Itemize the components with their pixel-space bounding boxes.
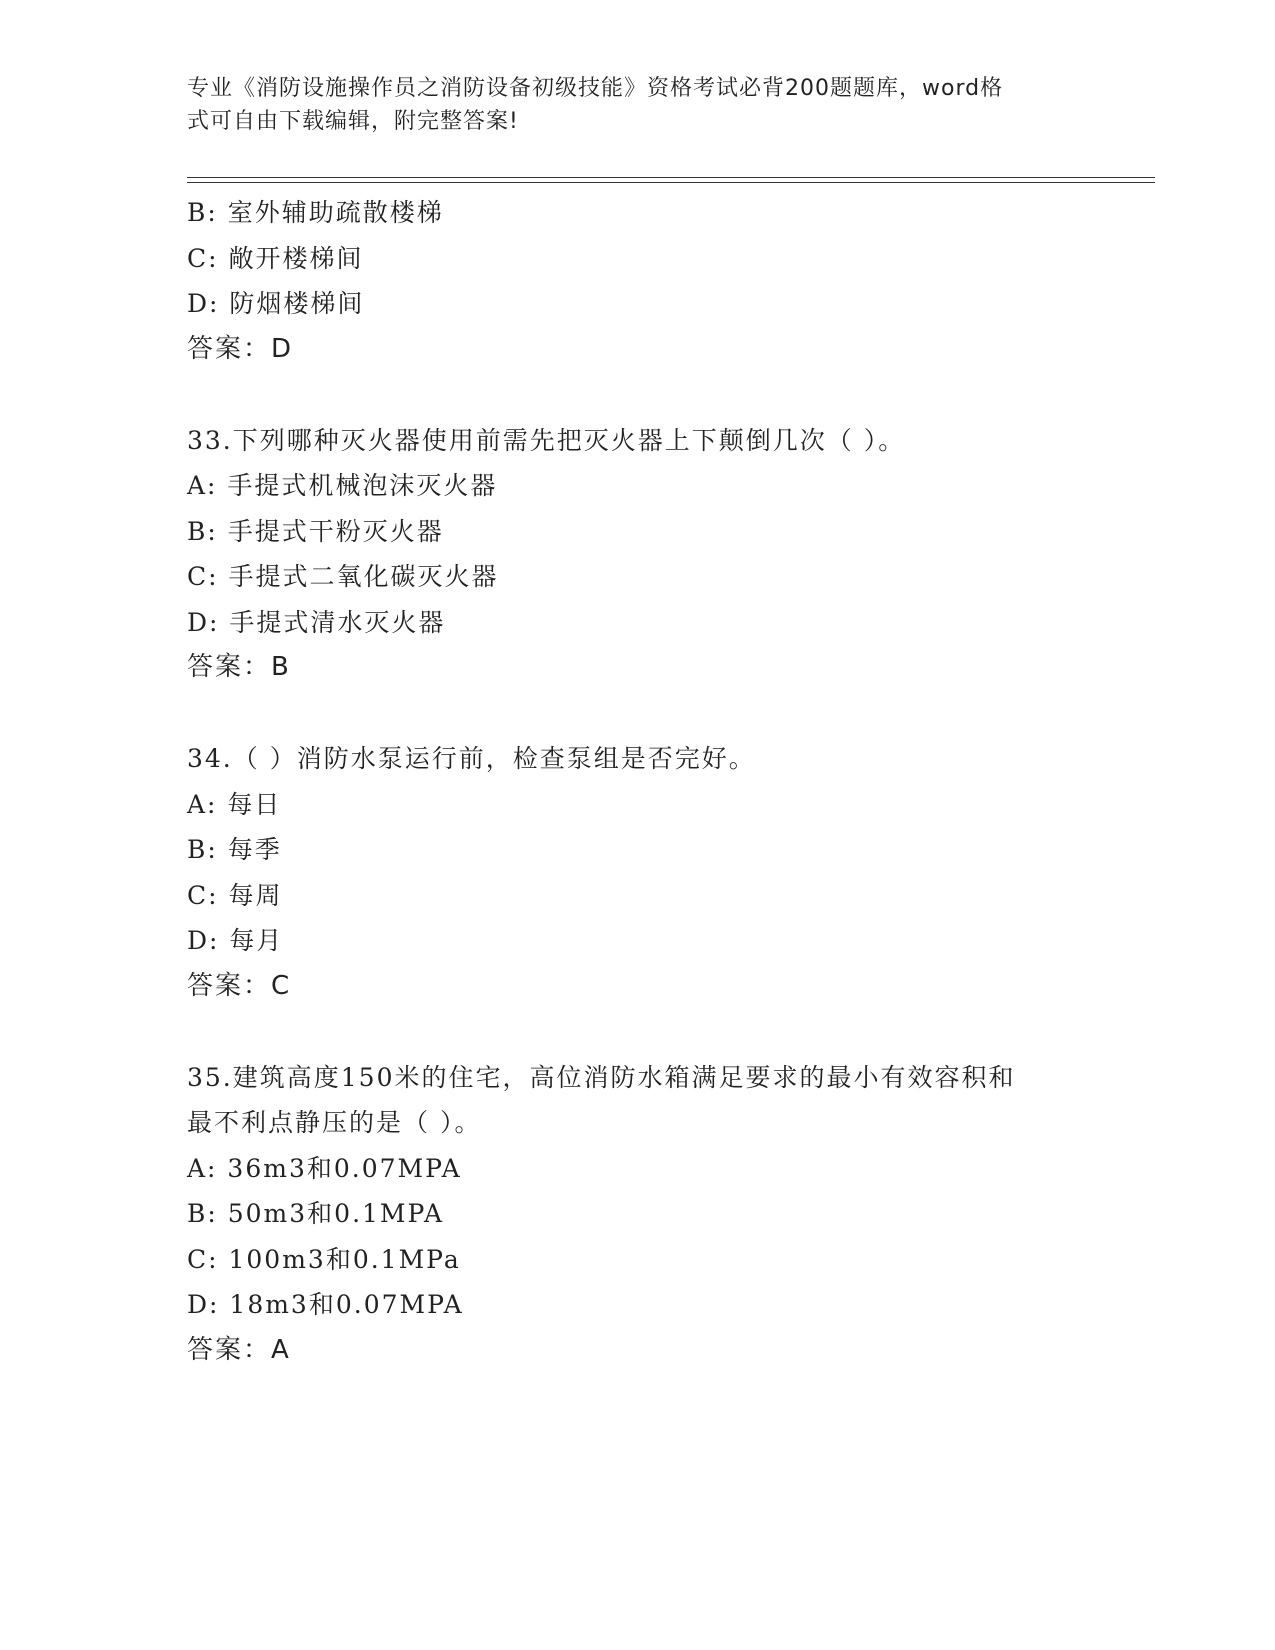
option-d: D: 防烟楼梯间 — [187, 289, 365, 318]
spacer — [187, 1009, 1087, 1055]
option-a: A: 手提式机械泡沫灭火器 — [187, 471, 498, 500]
answer-line: 答案：D — [187, 333, 294, 364]
question-block-33 — [187, 418, 1087, 691]
option-c: C: 每周 — [187, 880, 283, 910]
option-c: C: 100m3和0.1MPa — [187, 1244, 461, 1274]
option-a: A: 每日 — [187, 789, 282, 819]
question-text-line-2: 最不利点静压的是（ ）。 — [187, 1108, 482, 1137]
question-text: 34.（ ）消防水泵运行前，检查泵组是否完好。 — [187, 744, 756, 773]
answer-line: 答案：C — [187, 970, 292, 1001]
option-c: C: 敞开楼梯间 — [187, 243, 364, 273]
option-b: B: 每季 — [187, 835, 282, 864]
header-divider-bottom — [187, 182, 1155, 183]
option-d: D: 18m3和0.07MPA — [187, 1290, 464, 1319]
option-d: D: 每月 — [187, 926, 284, 955]
option-b: B: 50m3和0.1MPA — [187, 1199, 445, 1228]
answer-line: 答案：B — [187, 652, 291, 682]
question-block-prev — [187, 190, 1087, 372]
question-list — [187, 190, 1087, 1373]
question-block-35 — [187, 1055, 1087, 1374]
question-text: 33.下列哪种灭火器使用前需先把灭火器上下颠倒几次（ ）。 — [187, 425, 906, 455]
answer-line: 答案：A — [187, 1334, 291, 1365]
header-divider-top — [187, 177, 1155, 178]
option-b: B: 手提式干粉灭火器 — [187, 516, 444, 546]
option-d: D: 手提式清水灭火器 — [187, 607, 446, 637]
header-line-2: 式可自由下载编辑，附完整答案! — [187, 109, 519, 134]
question-block-34 — [187, 736, 1087, 1009]
spacer — [187, 691, 1087, 737]
option-a: A: 36m3和0.07MPA — [187, 1153, 462, 1183]
option-c: C: 手提式二氧化碳灭火器 — [187, 562, 499, 591]
spacer — [187, 372, 1087, 418]
option-b: B: 室外辅助疏散楼梯 — [187, 198, 444, 227]
page-header — [187, 72, 1067, 138]
header-line-1: 专业《消防设施操作员之消防设备初级技能》资格考试必背200题题库，word格 — [187, 76, 1004, 101]
question-text-line-1: 35.建筑高度150米的住宅，高位消防水箱满足要求的最小有效容积和 — [187, 1062, 1016, 1092]
